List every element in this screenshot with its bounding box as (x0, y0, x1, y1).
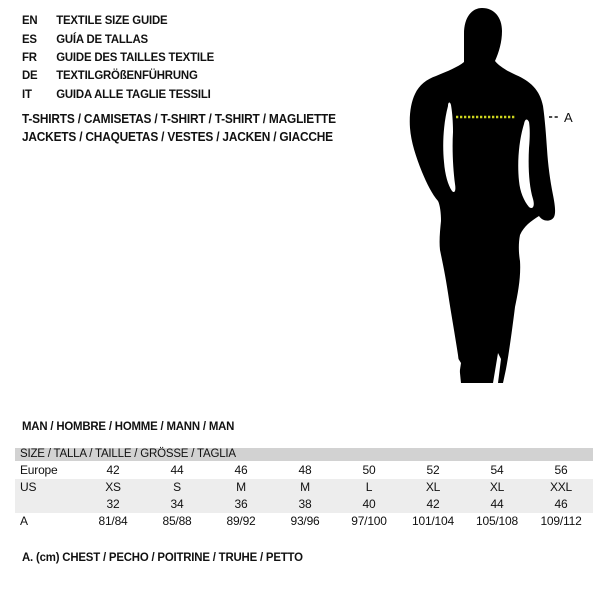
table-cell: M (236, 480, 246, 494)
table-cell: 48 (298, 463, 312, 477)
size-table-body (15, 462, 593, 530)
language-row (22, 66, 214, 84)
table-cell: 52 (426, 463, 440, 477)
language-code: IT (22, 86, 32, 101)
category-line-jackets: JACKETS / CHAQUETAS / VESTES / JACKEN / GIACCHE (22, 130, 333, 145)
size-table (15, 448, 593, 530)
table-cell: 105/108 (476, 514, 518, 528)
table-cell: 44 (170, 463, 184, 477)
table-cell: 36 (234, 497, 248, 511)
table-cell: 101/104 (412, 514, 454, 528)
table-cell: L (365, 480, 373, 494)
language-title: GUIDA ALLE TAGLIE TESSILI (56, 86, 211, 101)
table-cell: 85/88 (162, 514, 192, 528)
table-cell: XS (105, 480, 121, 494)
language-code: DE (22, 68, 38, 83)
table-row (15, 496, 593, 513)
measurement-footnote: A. (cm) CHEST / PECHO / POITRINE / TRUHE / PETTO (22, 550, 303, 564)
language-row (22, 11, 214, 29)
category-list (22, 110, 352, 146)
table-cell: XL (425, 480, 441, 494)
gender-heading: MAN / HOMBRE / HOMME / MANN / MAN (22, 419, 235, 433)
table-cell: 56 (554, 463, 568, 477)
table-cell: 97/100 (351, 514, 387, 528)
row-label: US (20, 480, 37, 494)
language-code: ES (22, 31, 37, 46)
table-cell: 42 (426, 497, 440, 511)
language-title: TEXTILGRÖßENFÜHRUNG (56, 68, 198, 83)
table-cell: S (173, 480, 181, 494)
category-line-tshirts: T-SHIRTS / CAMISETAS / T-SHIRT / T-SHIRT / MAGLIETTE (22, 112, 336, 126)
measure-label-a: A (564, 110, 573, 125)
table-cell: XL (489, 480, 505, 494)
table-cell: 34 (170, 497, 184, 511)
table-cell: 42 (106, 463, 120, 477)
row-label: Europe (20, 463, 58, 477)
table-cell: 46 (554, 497, 568, 511)
man-silhouette-body (410, 8, 555, 383)
table-cell: 46 (234, 463, 248, 477)
language-row (22, 29, 214, 47)
language-row (22, 85, 214, 103)
table-cell: 54 (490, 463, 504, 477)
table-cell: 109/112 (540, 514, 582, 528)
language-code: EN (22, 13, 38, 28)
language-row (22, 48, 214, 66)
table-cell: 89/92 (226, 514, 256, 528)
table-row (15, 513, 593, 530)
table-row (15, 462, 593, 479)
size-table-header: SIZE / TALLA / TAILLE / GRÖSSE / TAGLIA (15, 448, 593, 462)
language-title: GUÍA DE TALLAS (56, 31, 148, 46)
language-title: TEXTILE SIZE GUIDE (56, 13, 168, 28)
table-cell: 44 (490, 497, 504, 511)
table-cell: 81/84 (98, 514, 128, 528)
table-cell: M (300, 480, 310, 494)
table-cell: XXL (549, 480, 573, 494)
table-cell: 93/96 (290, 514, 320, 528)
row-label: A (20, 514, 28, 528)
table-cell: 50 (362, 463, 376, 477)
table-cell: 38 (298, 497, 312, 511)
man-silhouette (403, 5, 577, 390)
table-cell: 40 (362, 497, 376, 511)
table-row (15, 479, 593, 496)
language-list (22, 11, 224, 103)
language-code: FR (22, 49, 37, 64)
row-label (15, 496, 81, 513)
language-title: GUIDE DES TAILLES TEXTILE (56, 49, 215, 64)
table-cell: 32 (106, 497, 120, 511)
